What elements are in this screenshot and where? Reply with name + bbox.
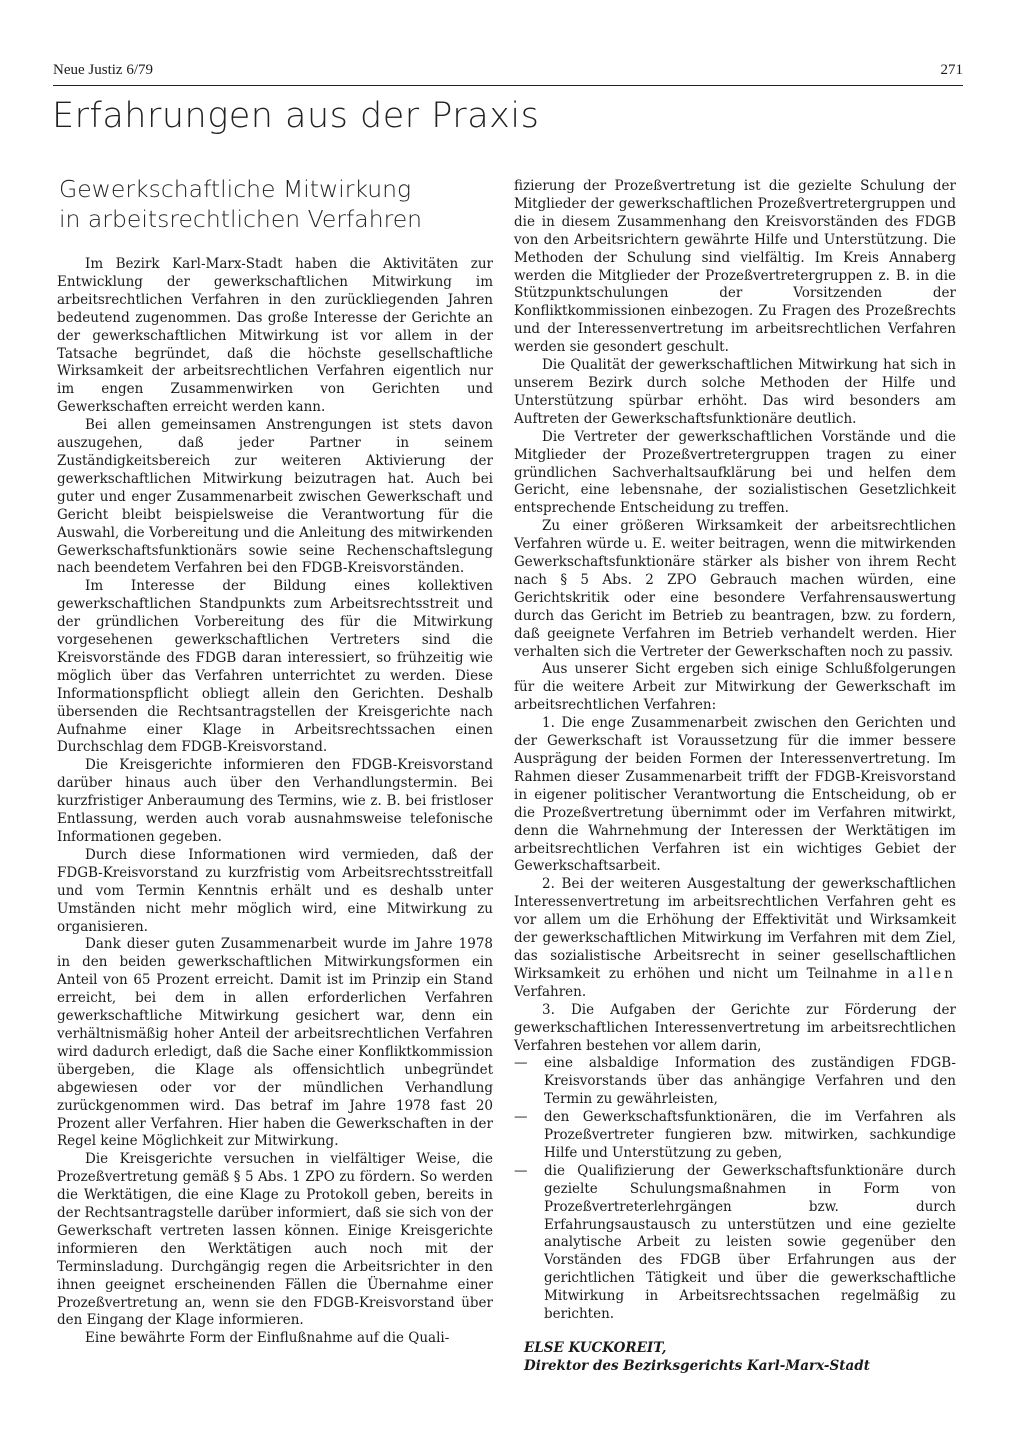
point-2-paragraph: [514, 876, 956, 1001]
paragraph-continuation: fizierung der Prozeßvertretung ist die gezielte Schulung der Mitglieder der gewerkschaftlichen Prozeßvertretergruppen und die in diesem Zusammenhang den Kreisvorständen des FDGB von den Arbeitsrichtern gewährte Hilfe und Unterstützung. Die Methoden der Schulung sind vielfältig. Im Kreis Annaberg werden die Mitglieder der Prozeßvertretergruppen z. B. in die Stützpunktschulungen der Vorsitzenden der Konfliktkommissionen einbezogen. Zu Fragen des Prozeßrechts und der Interessenvertretung im arbeitsrechtlichen Verfahren werden sie gesondert geschult.: [514, 178, 956, 356]
point-3-paragraph: 3. Die Aufgaben der Gerichte zur Förderung der gewerkschaftlichen Interessenvertretung im arbeitsrechtlichen Verfahren bestehen vor allem darin,: [514, 1001, 956, 1054]
right-column: [514, 178, 956, 1376]
paragraph: Die Vertreter der gewerkschaftlichen Vorstände und die Mitglieder der Prozeßvertretergruppen tragen zu einer gründlichen Sachverhaltsaufklärung bei und helfen dem Gericht, eine lebensnahe, der sozialistischen Gesetzlichkeit entsprechende Entscheidung zu treffen.: [514, 428, 956, 517]
point-2-end: Verfahren.: [514, 983, 587, 1000]
paragraph: Aus unserer Sicht ergeben sich einige Schlußfolgerungen für die weitere Arbeit zur Mitwirkung der Gewerkschaft im arbeitsrechtlichen Verfahren:: [514, 661, 956, 714]
section-title: Erfahrungen aus der Praxis: [52, 96, 540, 136]
list-item: [514, 1055, 956, 1109]
article-title-line-2: in arbeitsrechtlichen Verfahren: [59, 205, 423, 233]
dash-bullet: —: [514, 1162, 528, 1179]
left-column: [57, 256, 493, 1348]
paragraph: Dank dieser guten Zusammenarbeit wurde im Jahre 1978 in den beiden gewerkschaftlichen Mitwirkungsformen ein Anteil von 65 Prozent erreicht. Damit ist im Prinzip ein Stand erreicht, bei dem in allen erforderlichen Verfahren gewerkschaftliche Mitwirkung gesichert war, denn ein verhältnismäßig hoher Anteil der arbeitsrechtlichen Verfahren wird dadurch erledigt, daß die Sache einer Konfliktkommission übergeben, die Klage als offensichtlich unbegründet abgewiesen oder vor der mündlichen Verhandlung zurückgenommen wird. Das betraf im Jahre 1978 fast 20 Prozent aller Verfahren. Hier haben die Gewerkschaften in der Regel keine Möglichkeit zur Mitwirkung.: [57, 936, 493, 1150]
page-header: [53, 62, 963, 82]
article-title-line-1: Gewerkschaftliche Mitwirkung: [59, 175, 412, 203]
paragraph: Eine bewährte Form der Einflußnahme auf die Quali-: [85, 1330, 450, 1347]
paragraph: Bei allen gemeinsamen Anstrengungen ist stets davon auszugehen, daß jeder Partner in seinem Zuständigkeitsbereich zur weiteren Aktivierung der gewerkschaftlichen Mitwirkung beizutragen hat. Auch bei guter und enger Zusammenarbeit zwischen Gewerkschaft und Gericht bleibt beispielsweise die Verantwortung für die Auswahl, die Vorbereitung und die Anleitung des mitwirkenden Gewerkschaftsfunktionärs sowie seine Rechenschaftslegung nach beendetem Verfahren bei den FDGB-Kreisvorständen.: [57, 417, 493, 577]
paragraph: Durch diese Informationen wird vermieden, daß der FDGB-Kreisvorstand zu kurzfristig vom Arbeitsrechtsstreitfall und vom Termin Kenntnis erhält und es deshalb unter Umständen nicht mehr möglich wird, eine Mitwirkung zu organisieren.: [57, 846, 493, 935]
paragraph: Die Qualität der gewerkschaftlichen Mitwirkung hat sich in unserem Bezirk durch solche Methoden der Hilfe und Unterstützung spürbar erhöht. Das wird besonders am Auftreten der Gewerkschaftsfunktionäre deutlich.: [514, 357, 956, 427]
dash-bullet: —: [514, 1109, 528, 1126]
paragraph: Zu einer größeren Wirksamkeit der arbeitsrechtlichen Verfahren würde u. E. weiter beitragen, wenn die mitwirkenden Gewerkschaftsfunktionäre stärker als bisher von ihrem Recht nach § 5 Abs. 2 ZPO Gebrauch machen würden, eine Gerichtskritik oder eine besondere Verfahrensauswertung durch das Gericht im Betrieb zu beantragen, bzw. zu fordern, daß geeignete Verfahren im Betrieb verhandelt werden. Hier verhalten sich die Vertreter der Gewerkschaften noch zu passiv.: [514, 518, 956, 660]
paragraph: Im Interesse der Bildung eines kollektiven gewerkschaftlichen Standpunkts zum Arbeitsrechtsstreit und der gründlichen Vorbereitung des für die Mitwirkung vorgesehenen gewerkschaftlichen Vertreters sind die Kreisvorstände des FDGB daran interessiert, so frühzeitig wie möglich über das Verfahren unterrichtet zu werden. Diese Informationspflicht obliegt allein den Gerichten. Deshalb übersenden die Rechtsantragstellen der Kreisgerichte nach Aufnahme einer Klage in Arbeitsrechtssachen einen Durchschlag dem FDGB-Kreisvorstand.: [57, 578, 493, 756]
paragraph: 1. Die enge Zusammenarbeit zwischen den Gerichten und der Gewerkschaft ist Voraussetzung für die immer bessere Ausprägung der beiden Formen der Interessenvertretung. Im Rahmen dieser Zusammenarbeit trifft der FDGB-Kreisvorstand in eigener politischer Verantwortung die Entscheidung, ob er die Prozeßvertretung übernimmt oder im Verfahren mitwirkt, denn die Wahrnehmung der Interessen der Werktätigen im arbeitsrechtlichen Verfahren ist ein wichtiges Gebiet der Gewerkschaftsarbeit.: [514, 715, 956, 875]
article-title: [59, 174, 499, 234]
header-rule: [53, 85, 963, 86]
author-title: Direktor des Bezirksgerichts Karl-Marx-Stadt: [524, 1357, 870, 1374]
point-2-emphasis: allen: [907, 965, 956, 982]
task-list: [514, 1055, 956, 1324]
page-number: 271: [940, 62, 963, 78]
paragraph: Im Bezirk Karl-Marx-Stadt haben die Aktivitäten zur Entwicklung der gewerkschaftlichen Mitwirkung im arbeitsrechtlichen Verfahren in den zurückliegenden Jahren bedeutend zugenommen. Das große Interesse der Gerichte an der gewerkschaftlichen Mitwirkung ist vor allem in der Tatsache begründet, daß die höchste gesellschaftliche Wirksamkeit der arbeitsrechtlichen Verfahren eigentlich nur im engen Zusammenwirken von Gerichten und Gewerkschaften erreicht werden kann.: [57, 256, 493, 416]
dash-bullet: —: [514, 1055, 528, 1072]
point-2-text: 2. Bei der weiteren Ausgestaltung der gewerkschaftlichen Interessenvertretung im arbeitsrechtlichen Verfahren geht es vor allem um die Erhöhung der Effektivität und Wirksamkeit der gewerkschaftlichen Mitwirkung im Verfahren mit dem Ziel, das sozialistische Arbeitsrecht in seiner gesellschaftlichen Wirksamkeit zu erhöhen und nicht um Teilnahme in: [514, 876, 956, 982]
list-item-text: eine alsbaldige Information des zuständigen FDGB-Kreisvorstands über das anhängige Verfahren und den Termin zu gewährleisten,: [544, 1055, 956, 1108]
list-item: [514, 1163, 956, 1324]
author-signature: [514, 1340, 956, 1376]
list-item-text: die Qualifizierung der Gewerkschaftsfunktionäre durch gezielte Schulungsmaßnahmen in Form von Prozeßvertreterlehrgängen bzw. durch Erfahrungsaustausch zu unterstützen und eine gezielte analytische Arbeit zu leisten sowie gegenüber den Vorständen des FDGB über Erfahrungen aus der gerichtlichen Tätigkeit und über die gewerkschaftliche Mitwirkung in Arbeitsrechtssachen regelmäßig zu berichten.: [544, 1162, 956, 1323]
journal-issue: Neue Justiz 6/79: [53, 62, 153, 78]
paragraph: Die Kreisgerichte informieren den FDGB-Kreisvorstand darüber hinaus auch über den Verhandlungstermin. Bei kurzfristiger Anberaumung des Termins, wie z. B. bei fristloser Entlassung, werden auch vorab ausnahmsweise telefonische Informationen gegeben.: [57, 757, 493, 845]
author-name: ELSE KUCKOREIT,: [524, 1340, 667, 1356]
paragraph: Die Kreisgerichte versuchen in vielfältiger Weise, die Prozeßvertretung gemäß § 5 Abs. 1 ZPO zu fördern. So werden die Werktätigen, die eine Klage zu Protokoll geben, bereits in der Rechtsantragstelle darüber informiert, daß sie sich von der Gewerkschaft vertreten lassen können. Einige Kreisgerichte informieren den Werktätigen auch noch mit der Terminsladung. Durchgängig regen die Arbeitsrichter in den ihnen geeignet erscheinenden Fällen die Übernahme einer Prozeßvertretung an, wenn sie den FDGB-Kreisvorstand über den Eingang der Klage informieren.: [57, 1151, 493, 1329]
list-item: [514, 1109, 956, 1163]
list-item-text: den Gewerkschaftsfunktionären, die im Verfahren als Prozeßvertreter fungieren bzw. mitwirken, sachkundige Hilfe und Unterstützung zu geben,: [544, 1109, 956, 1161]
